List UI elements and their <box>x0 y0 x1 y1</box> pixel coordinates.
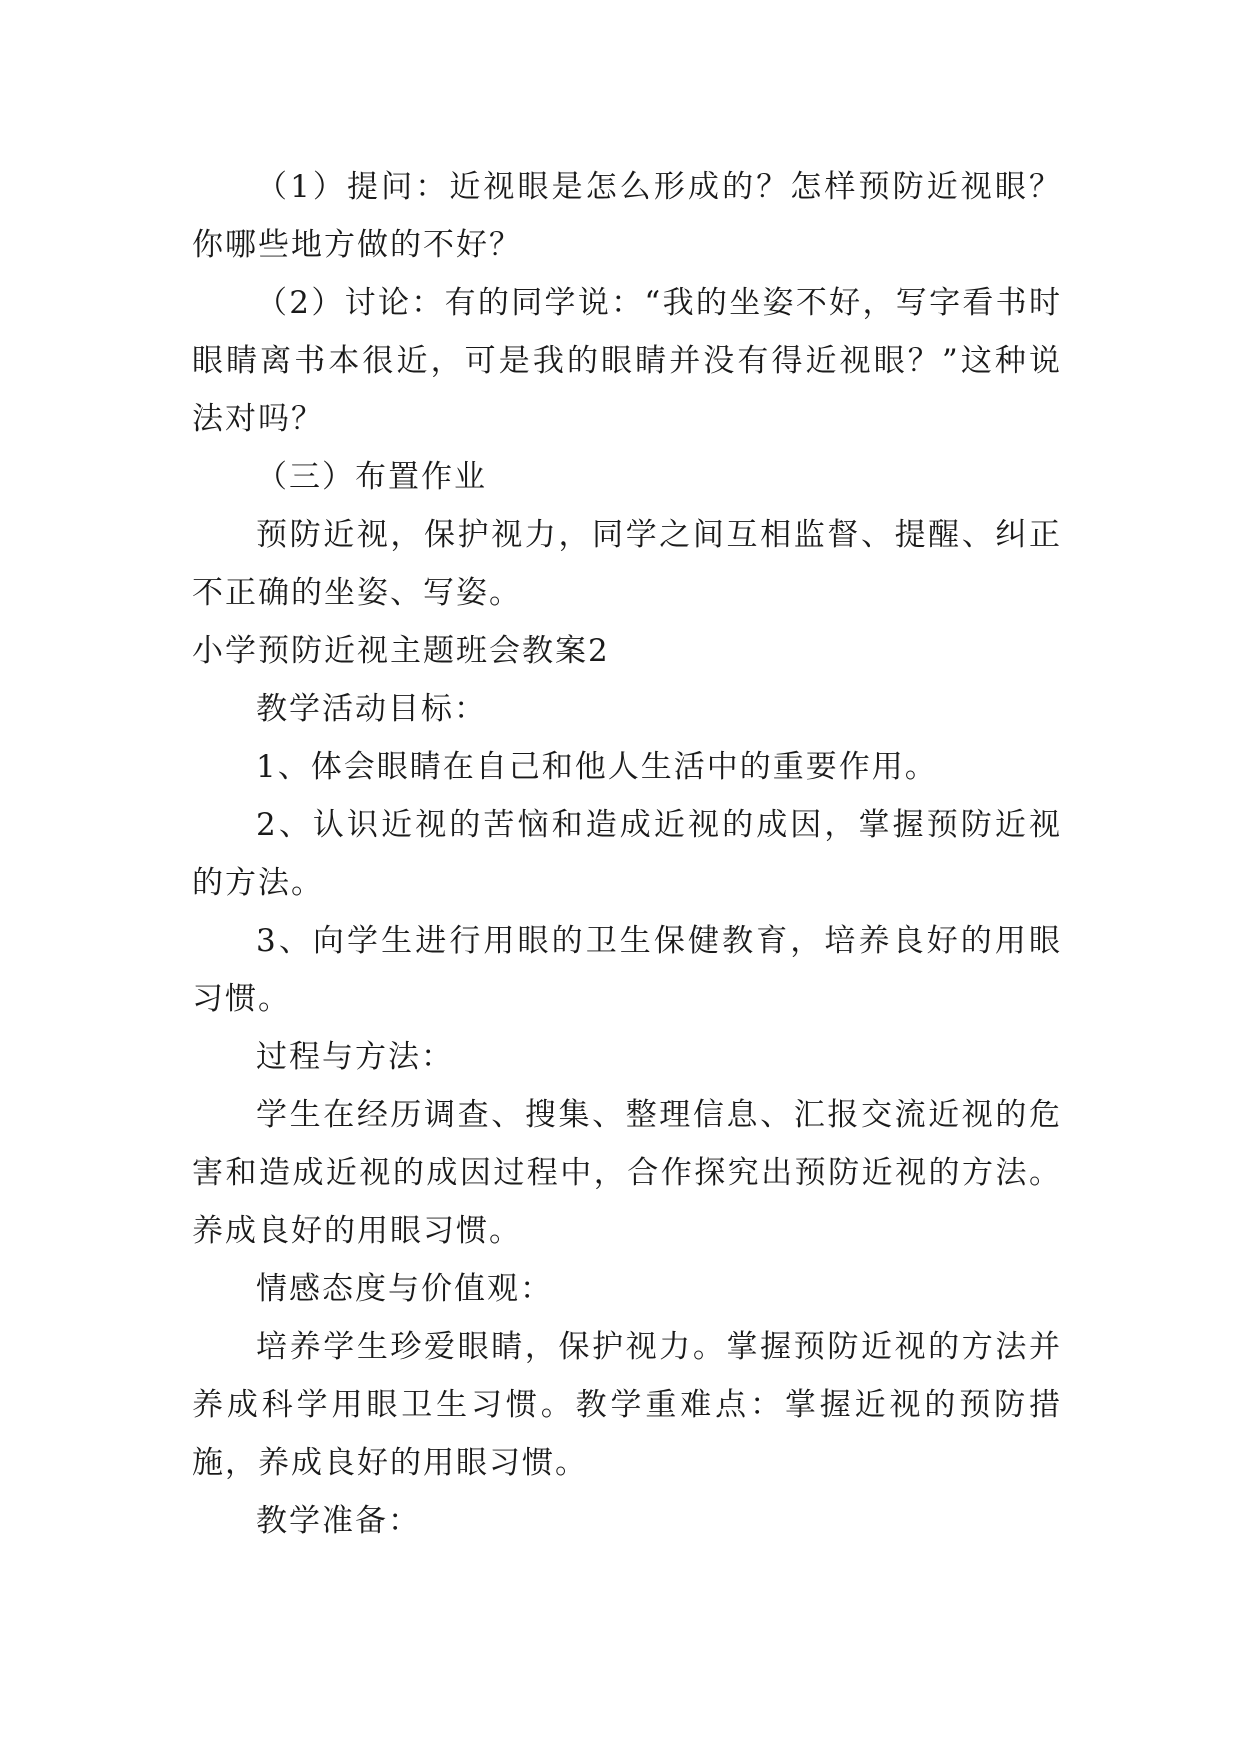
goal-item-2: 2、认识近视的苦恼和造成近视的成因，掌握预防近视的方法。 <box>192 807 1062 901</box>
heading-teaching-preparation: 教学准备： <box>256 1503 421 1539</box>
goal-item-3: 3、向学生进行用眼的卫生保健教育，培养良好的用眼习惯。 <box>192 923 1062 1017</box>
goal-item-1: 1、体会眼睛在自己和他人生活中的重要作用。 <box>256 749 938 785</box>
heading-process-method: 过程与方法： <box>256 1039 454 1075</box>
heading-teaching-goals: 教学活动目标： <box>256 691 487 727</box>
paragraph-process-method: 学生在经历调查、搜集、整理信息、汇报交流近视的危害和造成近视的成因过程中，合作探究出预防近视的方法。养成良好的用眼习惯。 <box>192 1097 1062 1249</box>
lesson-plan-title: 小学预防近视主题班会教案2 <box>192 633 610 669</box>
heading-attitude-values: 情感态度与价值观： <box>256 1271 553 1307</box>
paragraph-homework: 预防近视，保护视力，同学之间互相监督、提醒、纠正不正确的坐姿、写姿。 <box>192 517 1062 611</box>
paragraph-attitude-values: 培养学生珍爱眼睛，保护视力。掌握预防近视的方法并养成科学用眼卫生习惯。教学重难点：掌握近视的预防措施，养成良好的用眼习惯。 <box>192 1329 1062 1481</box>
section-heading-homework: （三）布置作业 <box>256 459 487 495</box>
document-page <box>192 158 1062 1550</box>
paragraph-discussion: （2）讨论：有的同学说：“我的坐姿不好，写字看书时眼睛离书本很近，可是我的眼睛并没有得近视眼？”这种说法对吗？ <box>192 285 1062 437</box>
paragraph-question: （1）提问：近视眼是怎么形成的？怎样预防近视眼？你哪些地方做的不好？ <box>192 169 1062 263</box>
